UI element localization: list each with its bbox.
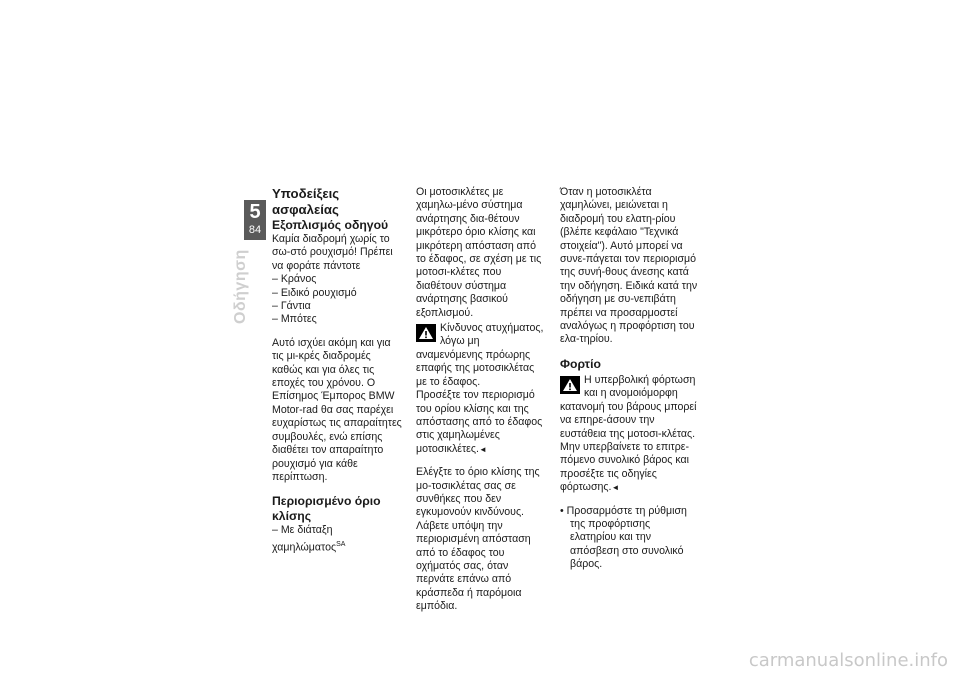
warning-block: [560, 374, 698, 441]
column-2: [416, 186, 546, 614]
end-mark: ◄: [611, 483, 620, 493]
warning-block: [416, 322, 546, 389]
sa-superscript: SA: [336, 540, 346, 548]
warning-triangle-icon: [560, 376, 580, 394]
section-heading-rider-equipment: Εξοπλισμός οδηγού: [272, 218, 389, 232]
list-item: – Μπότες: [272, 313, 317, 326]
list-item: • Προσαρμόστε τη ρύθμιση της προφόρτισης ελατηρίου και την απόσβεση στο συνολικό βάρος.: [560, 504, 687, 571]
warning-triangle-icon: [416, 324, 436, 342]
warning-text: Κίνδυνος ατυχήματος, λόγω μη αναμενόμενης πρόωρης επαφής της μοτοσικλέτας με το έδαφος.: [416, 322, 544, 388]
lowered-suspension-paragraph: Οι μοτοσικλέτες με χαμηλω-μένο σύστημα ανάρτησης δια-θέτουν μικρότερο όριο κλίσης και μικρότερη απόσταση από το έδαφος, σε σχέση με τις μοτοσι-κλέτες που διαθέτουν σύστημα ανάρτησης βασικού εξοπλισμού.: [416, 186, 542, 319]
check-lean-paragraph: Ελέγξτε το όριο κλίσης της μο-τοσικλέτας σας σε συνθήκες που δεν εγκυμονούν κινδύνους. Λάβετε υπόψη την περιορισμένη απόσταση από το έδαφος του οχήματός σας, όταν περνάτε επάνω από κράσπεδα ή παρόμοια εμπόδια.: [416, 466, 540, 613]
list-item: – Κράνος: [272, 273, 317, 286]
end-mark: ◄: [478, 444, 487, 454]
warning-text: Η υπερβολική φόρτωση και η ανομοιόμορφη κατανομή του βάρους μπορεί να επηρε-άσουν την ευστάθεια της μοτοσι-κλέτας.: [560, 373, 697, 440]
lean-angle-item: – Με διάταξη χαμηλώματος$^{SA}$: [272, 524, 346, 554]
chapter-side-label: Οδήγηση: [232, 249, 249, 324]
section-heading-lean-angle: Περιορισμένο όριο κλίσης: [272, 494, 381, 524]
equipment-paragraph: Αυτό ισχύει ακόμη και για τις μι-κρές διαδρομές καθώς και για όλες τις εποχές του χρόνου. Ο Επίσημος Έμπορος BMW Motor-rad θα σας παρέχει ευχαρίστως τις απαραίτητες συμβουλές, ενώ επίσης διαθέτει τον απαραίτητο ρουχισμό για κάθε περίπτωση.: [272, 336, 402, 483]
warning-instruction: Προσέξτε τον περιορισμό του ορίου κλίσης και της απόστασης από το έδαφος στις χαμηλωμένες μοτοσικλέτες.◄: [416, 389, 543, 455]
section-heading-load: Φορτίο: [560, 356, 601, 371]
spring-travel-paragraph: Όταν η μοτοσικλέτα χαμηλώνει, μειώνεται η διαδρομή του ελατη-ρίου (βλέπε κεφάλαιο "Τεχνικά στοιχεία"). Αυτό μπορεί να συνε-πάγεται τον περιορισμό της συνή-θους άνεσης κατά την οδήγηση. Ειδικά κατά την οδήγηση με συ-νεπιβάτη πρέπει να προσαρμοστεί αναλόγως η προφόρτιση του ελα-τηρίου.: [560, 186, 698, 346]
load-instruction: Μην υπερβαίνετε το επιτρε-πόμενο συνολικό βάρος και προσέξτε τις οδηγίες φόρτωσης.◄: [560, 440, 689, 494]
page-title: Υποδείξεις ασφαλείας: [272, 186, 340, 217]
list-item: – Ειδικό ρουχισμό: [272, 286, 357, 299]
equipment-intro: Καμία διαδρομή χωρίς το σω-στό ρουχισμό! Πρέπει να φοράτε πάντοτε: [272, 233, 393, 272]
column-1: [272, 186, 402, 555]
column-3: [560, 186, 698, 572]
equipment-list: [272, 273, 402, 327]
chapter-number: 5: [249, 201, 261, 223]
watermark: carmanualsonline.info: [748, 650, 948, 671]
list-item: – Γάντια: [272, 300, 311, 313]
bullet-list: [560, 505, 698, 572]
page-number: 84: [248, 224, 262, 236]
chapter-tab: [244, 200, 266, 240]
